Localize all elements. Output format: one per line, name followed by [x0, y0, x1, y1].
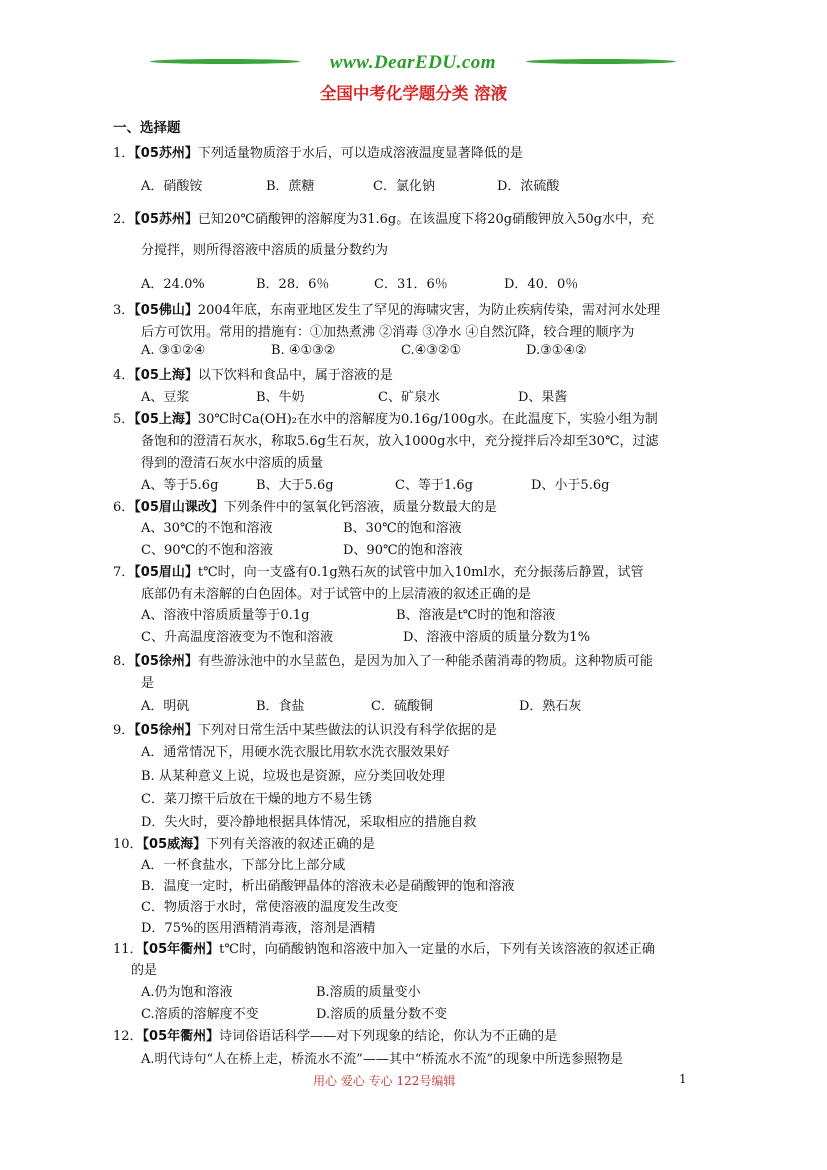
option: A．硝酸铵: [141, 179, 203, 194]
option: C、90℃的不饱和溶液: [141, 543, 274, 558]
question-source: 【05徐州】: [134, 723, 198, 738]
question-line: 备饱和的澄清石灰水，称取5.6g生石灰，放入1000g水中，充分搅拌后冷却至30℃，过滤: [141, 434, 659, 449]
option: B、大于5.6g: [256, 478, 334, 493]
option: D、果酱: [518, 390, 568, 405]
option: D．熟石灰: [519, 699, 582, 714]
question-1: 1．【05苏州】下列适量物质溶于水后，可以造成溶液温度显著降低的是: [113, 146, 523, 161]
right-swoosh-decoration: [526, 59, 676, 64]
option: C、等于1.6g: [395, 478, 473, 493]
option: B、30℃的饱和溶液: [343, 521, 462, 536]
option: B、溶液是t℃时的饱和溶液: [396, 608, 556, 623]
question-5: 5．【05上海】30℃时Ca(OH)₂在水中的溶解度为0.16g/100g水。在此温度下，实验小组为制: [113, 412, 658, 427]
option: A、溶液中溶质质量等于0.1g: [141, 608, 310, 623]
question-source: 【05上海】: [134, 368, 198, 383]
option: B. ④①③②: [271, 343, 336, 358]
option: A．明矾: [141, 699, 190, 714]
question-8: 8．【05徐州】有些游泳池中的水呈蓝色，是因为加入了一种能杀菌消毒的物质。这种物质可能: [113, 654, 653, 669]
question-3: 3．【05佛山】2004年底，东南亚地区发生了罕见的海啸灾害，为防止疾病传染，需对河水处理: [113, 303, 660, 318]
question-line: 是: [141, 676, 155, 691]
option: C．菜刀擦干后放在干燥的地方不易生锈: [141, 792, 372, 807]
option: C、升高温度溶液变为不饱和溶液: [141, 630, 333, 645]
question-line: 分搅拌，则所得溶液中溶质的质量分数约为: [141, 243, 389, 258]
question-7: 7．【05眉山】t℃时，向一支盛有0.1g熟石灰的试管中加入10ml水，充分振荡后静置，试管: [113, 565, 644, 580]
option: C．硫酸铜: [371, 699, 433, 714]
footer-text: 用心 爱心 专心 122号编辑: [313, 1074, 456, 1088]
document-title: 全国中考化学题分类 溶液: [319, 84, 508, 103]
option: C.溶质的溶解度不变: [141, 1007, 259, 1022]
question-source: 【05苏州】: [134, 212, 198, 227]
question-4: 4．【05上海】以下饮料和食品中，属于溶液的是: [113, 368, 393, 383]
option: A.明代诗句“人在桥上走，桥流水不流”——其中“桥流水不流”的现象中所选参照物是: [141, 1052, 624, 1067]
option: D、小于5.6g: [531, 478, 610, 493]
option: D.溶质的质量分数不变: [316, 1007, 448, 1022]
option: C．31．6％: [374, 277, 448, 292]
option: A．通常情况下，用硬水洗衣服比用软水洗衣服效果好: [141, 745, 450, 760]
question-line: 的是: [131, 963, 158, 978]
option: B、牛奶: [256, 390, 305, 405]
option: B. 从某种意义上说，垃圾也是资源，应分类回收处理: [141, 769, 445, 784]
question-source: 【05威海】: [142, 837, 207, 852]
option: D．75%的医用酒精消毒液，溶剂是酒精: [141, 921, 376, 936]
option: C、矿泉水: [378, 390, 440, 405]
question-source: 【05年衢州】: [142, 1029, 220, 1044]
option: D．浓硫酸: [497, 179, 560, 194]
question-9: 9．【05徐州】下列对日常生活中某些做法的认识没有科学依据的是: [113, 723, 497, 738]
question-source: 【05佛山】: [134, 303, 198, 318]
question-6: 6．【05眉山课改】下列条件中的氢氧化钙溶液，质量分数最大的是: [113, 500, 497, 515]
option: B．食盐: [256, 699, 305, 714]
option: A、豆浆: [141, 390, 190, 405]
question-source: 【05眉山】: [134, 565, 198, 580]
question-2: 2．【05苏州】已知20℃硝酸钾的溶解度为31.6g。在该温度下将20g硝酸钾放入50g水中，充: [113, 212, 654, 227]
question-line: 得到的澄清石灰水中溶质的质量: [141, 456, 324, 471]
option: C．物质溶于水时，常使溶液的温度发生改变: [141, 900, 398, 915]
question-line: 底部仍有未溶解的白色固体。对于试管中的上层清液的叙述正确的是: [141, 587, 532, 602]
option: B．温度一定时，析出硝酸钾晶体的溶液未必是硝酸钾的饱和溶液: [141, 879, 515, 894]
option: A、30℃的不饱和溶液: [141, 521, 273, 536]
question-source: 【05年衢州】: [142, 942, 220, 957]
option: B.溶质的质量变小: [316, 985, 421, 1000]
option: D、溶液中溶质的质量分数为1%: [403, 630, 591, 645]
option: A．24.0%: [141, 277, 205, 292]
option: C．氯化钠: [373, 179, 435, 194]
option: B．28．6％: [256, 277, 330, 292]
option: D.③①④②: [526, 343, 587, 358]
page-number: 1: [679, 1072, 687, 1086]
option: A. ③①②④: [141, 343, 206, 358]
question-12: 12．【05年衢州】诗词俗语话科学——对下列现象的结论，你认为不正确的是: [113, 1029, 558, 1044]
section-heading: 一、选择题: [113, 120, 181, 136]
option: D．40．0％: [504, 277, 579, 292]
option: C.④③②①: [401, 343, 462, 358]
option: A.仍为饱和溶液: [141, 985, 233, 1000]
question-source: 【05眉山课改】: [134, 500, 224, 515]
option: A、等于5.6g: [141, 478, 219, 493]
question-source: 【05上海】: [134, 412, 198, 427]
option: D、90℃的饱和溶液: [343, 543, 463, 558]
question-source: 【05苏州】: [134, 146, 198, 161]
site-logo: www.DearEDU.com: [329, 52, 497, 73]
question-line: 后方可饮用。常用的措施有：①加热煮沸 ②消毒 ③净水 ④自然沉降，较合理的顺序为: [141, 325, 635, 340]
question-10: 10．【05威海】下列有关溶液的叙述正确的是: [113, 837, 376, 852]
option: A．一杯食盐水，下部分比上部分咸: [141, 858, 346, 873]
option: B．蔗糖: [266, 179, 315, 194]
site-header: [150, 50, 676, 80]
option: D．失火时，要冷静地根据具体情况，采取相应的措施自救: [141, 815, 477, 830]
question-11: 11．【05年衢州】t℃时，向硝酸钠饱和溶液中加入一定量的水后，下列有关该溶液的叙述正确: [113, 942, 655, 957]
question-source: 【05徐州】: [134, 654, 198, 669]
